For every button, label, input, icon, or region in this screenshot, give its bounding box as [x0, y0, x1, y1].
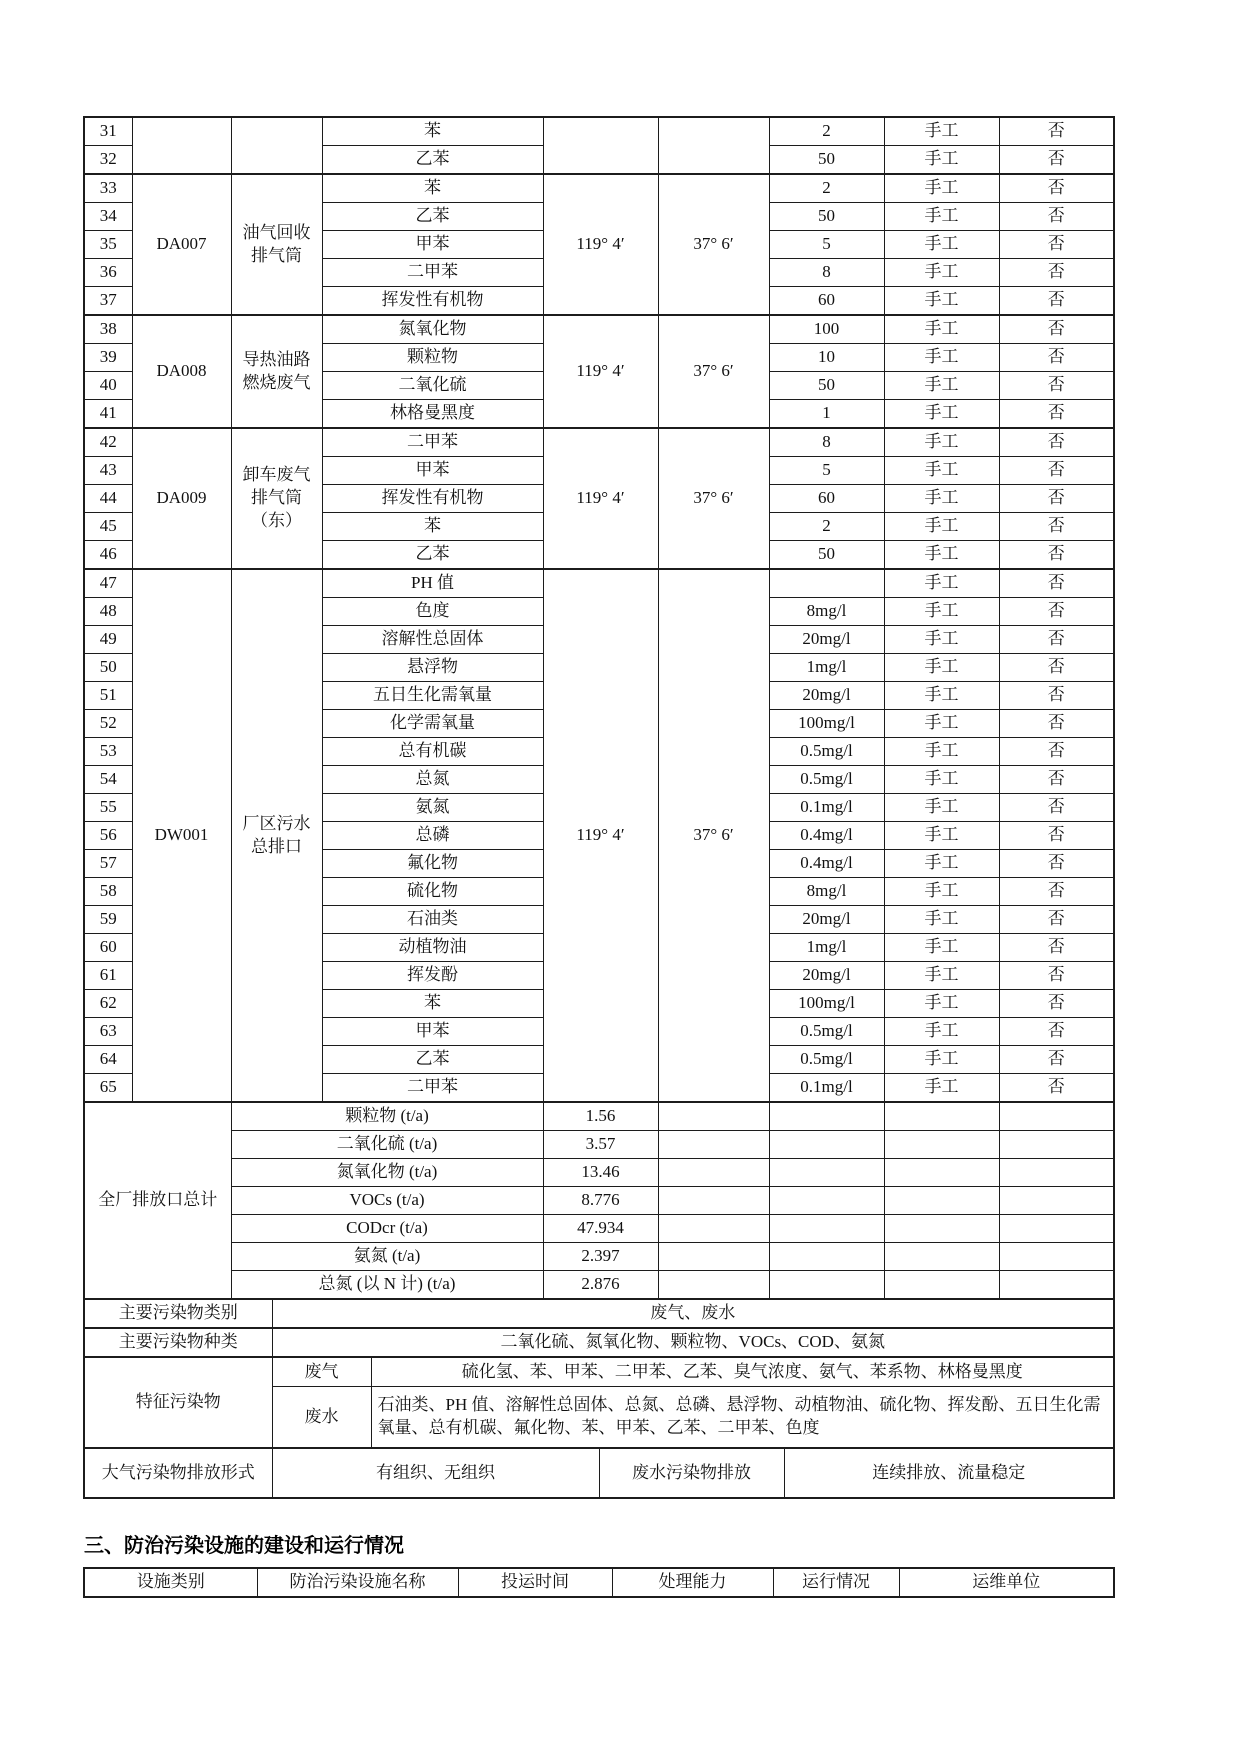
facility-table-header-row: [84, 1568, 1114, 1597]
totals-value: 1.56: [543, 1102, 658, 1131]
auto-monitoring-flag: 否: [999, 315, 1114, 344]
pollutant-name: 氟化物: [322, 850, 543, 878]
plant-totals-label: 全厂排放口总计: [84, 1102, 231, 1299]
row-number: 35: [84, 231, 132, 259]
auto-monitoring-flag: 否: [999, 146, 1114, 175]
pollutant-name: 挥发性有机物: [322, 485, 543, 513]
totals-empty-cell: [769, 1243, 884, 1271]
limit-value: 0.1mg/l: [769, 1074, 884, 1103]
monitoring-method: 手工: [884, 203, 999, 231]
facility-column-header: 设施类别: [84, 1568, 257, 1597]
pollutant-name: 硫化物: [322, 878, 543, 906]
facility-column-header: 投运时间: [458, 1568, 612, 1597]
limit-value: 20mg/l: [769, 626, 884, 654]
monitoring-row: [84, 117, 1114, 146]
row-number: 53: [84, 738, 132, 766]
totals-empty-cell: [999, 1243, 1114, 1271]
row-number: 44: [84, 485, 132, 513]
pollutant-name: 乙苯: [322, 146, 543, 175]
outlet-name: 厂区污水总排口: [231, 569, 322, 1102]
limit-value: 100mg/l: [769, 710, 884, 738]
row-number: 45: [84, 513, 132, 541]
totals-row: [84, 1215, 1114, 1243]
totals-empty-cell: [884, 1243, 999, 1271]
monitoring-method: 手工: [884, 598, 999, 626]
auto-monitoring-flag: 否: [999, 344, 1114, 372]
totals-empty-cell: [658, 1187, 769, 1215]
row-number: 42: [84, 428, 132, 457]
monitoring-method: 手工: [884, 626, 999, 654]
row-number: 46: [84, 541, 132, 570]
limit-value: 0.1mg/l: [769, 794, 884, 822]
auto-monitoring-flag: 否: [999, 822, 1114, 850]
totals-empty-cell: [769, 1102, 884, 1131]
auto-monitoring-flag: 否: [999, 513, 1114, 541]
outlet-name: 卸车废气排气筒（东）: [231, 428, 322, 569]
auto-monitoring-flag: 否: [999, 287, 1114, 316]
row-number: 64: [84, 1046, 132, 1074]
air-emission-form-value: 有组织、无组织: [272, 1448, 599, 1498]
facility-column-header: 运维单位: [899, 1568, 1114, 1597]
main-pollutant-category-value: 废气、废水: [272, 1299, 1114, 1328]
auto-monitoring-flag: 否: [999, 710, 1114, 738]
monitoring-method: 手工: [884, 457, 999, 485]
totals-value: 3.57: [543, 1131, 658, 1159]
pollutant-name: 总磷: [322, 822, 543, 850]
totals-value: 2.397: [543, 1243, 658, 1271]
row-number: 50: [84, 654, 132, 682]
row-number: 65: [84, 1074, 132, 1103]
auto-monitoring-flag: 否: [999, 372, 1114, 400]
totals-empty-cell: [884, 1159, 999, 1187]
totals-empty-cell: [769, 1271, 884, 1300]
monitoring-method: 手工: [884, 485, 999, 513]
row-number: 54: [84, 766, 132, 794]
totals-empty-cell: [769, 1131, 884, 1159]
auto-monitoring-flag: 否: [999, 485, 1114, 513]
waste-gas-label: 废气: [272, 1357, 371, 1387]
outlet-latitude: [658, 117, 769, 174]
limit-value: 0.5mg/l: [769, 1018, 884, 1046]
auto-monitoring-flag: 否: [999, 428, 1114, 457]
monitoring-method: 手工: [884, 541, 999, 570]
totals-value: 2.876: [543, 1271, 658, 1300]
pollutant-summary-table: [83, 1298, 1115, 1499]
row-number: 34: [84, 203, 132, 231]
totals-empty-cell: [658, 1271, 769, 1300]
totals-empty-cell: [884, 1215, 999, 1243]
pollutant-name: 苯: [322, 513, 543, 541]
totals-empty-cell: [769, 1215, 884, 1243]
auto-monitoring-flag: 否: [999, 541, 1114, 570]
totals-value: 13.46: [543, 1159, 658, 1187]
row-number: 56: [84, 822, 132, 850]
monitoring-method: 手工: [884, 146, 999, 175]
outlet-longitude: 119° 4′: [543, 315, 658, 428]
totals-empty-cell: [999, 1215, 1114, 1243]
limit-value: 50: [769, 372, 884, 400]
outlet-longitude: 119° 4′: [543, 174, 658, 315]
monitoring-method: 手工: [884, 117, 999, 146]
totals-empty-cell: [658, 1131, 769, 1159]
monitoring-method: 手工: [884, 822, 999, 850]
auto-monitoring-flag: 否: [999, 1074, 1114, 1103]
totals-empty-cell: [999, 1271, 1114, 1300]
limit-value: 0.5mg/l: [769, 766, 884, 794]
limit-value: 2: [769, 513, 884, 541]
auto-monitoring-flag: 否: [999, 457, 1114, 485]
outlet-longitude: [543, 117, 658, 174]
row-number: 41: [84, 400, 132, 429]
pollutant-name: 甲苯: [322, 457, 543, 485]
row-number: 57: [84, 850, 132, 878]
facility-column-header: 防治污染设施名称: [257, 1568, 458, 1597]
row-number: 36: [84, 259, 132, 287]
monitoring-method: 手工: [884, 738, 999, 766]
main-pollutant-category-label: 主要污染物类别: [84, 1299, 272, 1328]
limit-value: 60: [769, 485, 884, 513]
totals-empty-cell: [884, 1187, 999, 1215]
pollutant-name: 甲苯: [322, 1018, 543, 1046]
limit-value: 50: [769, 541, 884, 570]
totals-pollutant-name: 颗粒物 (t/a): [231, 1102, 543, 1131]
totals-empty-cell: [658, 1243, 769, 1271]
totals-pollutant-name: 二氧化硫 (t/a): [231, 1131, 543, 1159]
outlet-latitude: 37° 6′: [658, 569, 769, 1102]
auto-monitoring-flag: 否: [999, 654, 1114, 682]
row-number: 32: [84, 146, 132, 175]
row-number: 33: [84, 174, 132, 203]
auto-monitoring-flag: 否: [999, 794, 1114, 822]
pollutant-name: 乙苯: [322, 1046, 543, 1074]
pollutant-name: 挥发性有机物: [322, 287, 543, 316]
row-number: 48: [84, 598, 132, 626]
totals-pollutant-name: 氨氮 (t/a): [231, 1243, 543, 1271]
limit-value: 2: [769, 174, 884, 203]
monitoring-method: 手工: [884, 682, 999, 710]
auto-monitoring-flag: 否: [999, 878, 1114, 906]
monitoring-method: 手工: [884, 569, 999, 598]
outlet-longitude: 119° 4′: [543, 569, 658, 1102]
auto-monitoring-flag: 否: [999, 203, 1114, 231]
totals-row: [84, 1243, 1114, 1271]
pollutant-monitoring-table: [83, 116, 1115, 1300]
totals-pollutant-name: 氮氧化物 (t/a): [231, 1159, 543, 1187]
totals-empty-cell: [884, 1131, 999, 1159]
waste-water-pollutants: 石油类、PH 值、溶解性总固体、总氮、总磷、悬浮物、动植物油、硫化物、挥发酚、五日生化需氧量、总有机碳、氟化物、苯、甲苯、乙苯、二甲苯、色度: [371, 1387, 1114, 1449]
pollutant-name: 色度: [322, 598, 543, 626]
auto-monitoring-flag: 否: [999, 906, 1114, 934]
pollutant-name: PH 值: [322, 569, 543, 598]
limit-value: 1: [769, 400, 884, 429]
totals-empty-cell: [658, 1102, 769, 1131]
totals-empty-cell: [999, 1159, 1114, 1187]
waste-water-label: 废水: [272, 1387, 371, 1449]
totals-pollutant-name: 总氮 (以 N 计) (t/a): [231, 1271, 543, 1300]
totals-pollutant-name: VOCs (t/a): [231, 1187, 543, 1215]
row-number: 38: [84, 315, 132, 344]
totals-row: [84, 1159, 1114, 1187]
pollutant-name: 溶解性总固体: [322, 626, 543, 654]
outlet-code: DW001: [132, 569, 231, 1102]
limit-value: 8: [769, 428, 884, 457]
waste-water-emission-value: 连续排放、流量稳定: [784, 1448, 1114, 1498]
totals-pollutant-name: CODcr (t/a): [231, 1215, 543, 1243]
monitoring-method: 手工: [884, 400, 999, 429]
auto-monitoring-flag: 否: [999, 1018, 1114, 1046]
totals-row: [84, 1102, 1114, 1131]
main-pollutant-types-value: 二氧化硫、氮氧化物、颗粒物、VOCs、COD、氨氮: [272, 1328, 1114, 1357]
monitoring-method: 手工: [884, 990, 999, 1018]
limit-value: 8mg/l: [769, 878, 884, 906]
auto-monitoring-flag: 否: [999, 990, 1114, 1018]
monitoring-method: 手工: [884, 428, 999, 457]
monitoring-method: 手工: [884, 934, 999, 962]
row-number: 60: [84, 934, 132, 962]
monitoring-method: 手工: [884, 259, 999, 287]
totals-empty-cell: [884, 1271, 999, 1300]
totals-empty-cell: [999, 1102, 1114, 1131]
monitoring-row: [84, 315, 1114, 344]
outlet-code: DA007: [132, 174, 231, 315]
monitoring-method: 手工: [884, 766, 999, 794]
outlet-longitude: 119° 4′: [543, 428, 658, 569]
auto-monitoring-flag: 否: [999, 934, 1114, 962]
limit-value: 0.5mg/l: [769, 738, 884, 766]
pollutant-name: 苯: [322, 174, 543, 203]
pollutant-name: 二甲苯: [322, 259, 543, 287]
limit-value: 8mg/l: [769, 598, 884, 626]
monitoring-method: 手工: [884, 962, 999, 990]
pollutant-name: 五日生化需氧量: [322, 682, 543, 710]
pollutant-name: 氨氮: [322, 794, 543, 822]
pollutant-name: 总氮: [322, 766, 543, 794]
monitoring-method: 手工: [884, 1074, 999, 1103]
limit-value: 50: [769, 203, 884, 231]
row-number: 31: [84, 117, 132, 146]
monitoring-method: 手工: [884, 231, 999, 259]
pollutant-name: 二氧化硫: [322, 372, 543, 400]
air-emission-form-label: 大气污染物排放形式: [84, 1448, 272, 1498]
monitoring-method: 手工: [884, 174, 999, 203]
limit-value: 0.4mg/l: [769, 822, 884, 850]
auto-monitoring-flag: 否: [999, 174, 1114, 203]
limit-value: 100: [769, 315, 884, 344]
row-number: 63: [84, 1018, 132, 1046]
pollutant-name: 化学需氧量: [322, 710, 543, 738]
monitoring-method: 手工: [884, 878, 999, 906]
waste-gas-pollutants: 硫化氢、苯、甲苯、二甲苯、乙苯、臭气浓度、氨气、苯系物、林格曼黑度: [371, 1357, 1114, 1387]
limit-value: 60: [769, 287, 884, 316]
pollutant-name: 二甲苯: [322, 1074, 543, 1103]
limit-value: 5: [769, 231, 884, 259]
auto-monitoring-flag: 否: [999, 962, 1114, 990]
pollutant-name: 总有机碳: [322, 738, 543, 766]
limit-value: 20mg/l: [769, 906, 884, 934]
pollutant-name: 甲苯: [322, 231, 543, 259]
outlet-name: 油气回收排气筒: [231, 174, 322, 315]
monitoring-method: 手工: [884, 287, 999, 316]
totals-empty-cell: [769, 1187, 884, 1215]
waste-water-emission-label: 废水污染物排放: [599, 1448, 784, 1498]
pollutant-name: 苯: [322, 117, 543, 146]
outlet-name: 导热油路燃烧废气: [231, 315, 322, 428]
document-content: [83, 116, 1113, 1598]
auto-monitoring-flag: 否: [999, 626, 1114, 654]
totals-empty-cell: [884, 1102, 999, 1131]
auto-monitoring-flag: 否: [999, 1046, 1114, 1074]
row-number: 39: [84, 344, 132, 372]
outlet-code: [132, 117, 231, 174]
pollution-control-facility-table: [83, 1567, 1115, 1598]
facility-column-header: 处理能力: [612, 1568, 773, 1597]
auto-monitoring-flag: 否: [999, 231, 1114, 259]
monitoring-method: 手工: [884, 1018, 999, 1046]
monitoring-method: 手工: [884, 906, 999, 934]
row-number: 37: [84, 287, 132, 316]
outlet-latitude: 37° 6′: [658, 315, 769, 428]
pollutant-name: 颗粒物: [322, 344, 543, 372]
auto-monitoring-flag: 否: [999, 738, 1114, 766]
outlet-code: DA008: [132, 315, 231, 428]
totals-row: [84, 1271, 1114, 1300]
monitoring-method: 手工: [884, 710, 999, 738]
limit-value: 20mg/l: [769, 962, 884, 990]
outlet-code: DA009: [132, 428, 231, 569]
outlet-name: [231, 117, 322, 174]
row-number: 51: [84, 682, 132, 710]
auto-monitoring-flag: 否: [999, 259, 1114, 287]
auto-monitoring-flag: 否: [999, 598, 1114, 626]
totals-empty-cell: [999, 1187, 1114, 1215]
totals-empty-cell: [769, 1159, 884, 1187]
facility-column-header: 运行情况: [773, 1568, 899, 1597]
monitoring-method: 手工: [884, 1046, 999, 1074]
totals-row: [84, 1131, 1114, 1159]
characteristic-pollutant-label: 特征污染物: [84, 1357, 272, 1448]
outlet-latitude: 37° 6′: [658, 428, 769, 569]
pollutant-name: 悬浮物: [322, 654, 543, 682]
row-number: 52: [84, 710, 132, 738]
limit-value: 2: [769, 117, 884, 146]
pollutant-name: 乙苯: [322, 541, 543, 570]
totals-empty-cell: [658, 1159, 769, 1187]
limit-value: 5: [769, 457, 884, 485]
auto-monitoring-flag: 否: [999, 766, 1114, 794]
limit-value: 0.5mg/l: [769, 1046, 884, 1074]
pollutant-name: 二甲苯: [322, 428, 543, 457]
monitoring-row: [84, 174, 1114, 203]
pollutant-name: 石油类: [322, 906, 543, 934]
limit-value: 1mg/l: [769, 934, 884, 962]
limit-value: 20mg/l: [769, 682, 884, 710]
limit-value: 50: [769, 146, 884, 175]
monitoring-method: 手工: [884, 344, 999, 372]
row-number: 59: [84, 906, 132, 934]
auto-monitoring-flag: 否: [999, 850, 1114, 878]
limit-value: 0.4mg/l: [769, 850, 884, 878]
section3-heading: 三、防治污染设施的建设和运行情况: [84, 1535, 404, 1557]
limit-value: 100mg/l: [769, 990, 884, 1018]
auto-monitoring-flag: 否: [999, 569, 1114, 598]
pollutant-name: 挥发酚: [322, 962, 543, 990]
row-number: 40: [84, 372, 132, 400]
limit-value: 8: [769, 259, 884, 287]
pollutant-name: 林格曼黑度: [322, 400, 543, 429]
monitoring-method: 手工: [884, 654, 999, 682]
pollutant-name: 动植物油: [322, 934, 543, 962]
auto-monitoring-flag: 否: [999, 117, 1114, 146]
auto-monitoring-flag: 否: [999, 400, 1114, 429]
totals-value: 47.934: [543, 1215, 658, 1243]
monitoring-method: 手工: [884, 315, 999, 344]
row-number: 62: [84, 990, 132, 1018]
totals-empty-cell: [999, 1131, 1114, 1159]
monitoring-method: 手工: [884, 850, 999, 878]
row-number: 58: [84, 878, 132, 906]
pollutant-name: 苯: [322, 990, 543, 1018]
limit-value: [769, 569, 884, 598]
limit-value: 1mg/l: [769, 654, 884, 682]
main-pollutant-types-label: 主要污染物种类: [84, 1328, 272, 1357]
monitoring-method: 手工: [884, 372, 999, 400]
monitoring-method: 手工: [884, 794, 999, 822]
totals-row: [84, 1187, 1114, 1215]
totals-empty-cell: [658, 1215, 769, 1243]
monitoring-method: 手工: [884, 513, 999, 541]
monitoring-row: [84, 569, 1114, 598]
row-number: 43: [84, 457, 132, 485]
outlet-latitude: 37° 6′: [658, 174, 769, 315]
row-number: 47: [84, 569, 132, 598]
limit-value: 10: [769, 344, 884, 372]
pollutant-name: 乙苯: [322, 203, 543, 231]
row-number: 49: [84, 626, 132, 654]
row-number: 55: [84, 794, 132, 822]
row-number: 61: [84, 962, 132, 990]
monitoring-row: [84, 428, 1114, 457]
auto-monitoring-flag: 否: [999, 682, 1114, 710]
pollutant-name: 氮氧化物: [322, 315, 543, 344]
totals-value: 8.776: [543, 1187, 658, 1215]
